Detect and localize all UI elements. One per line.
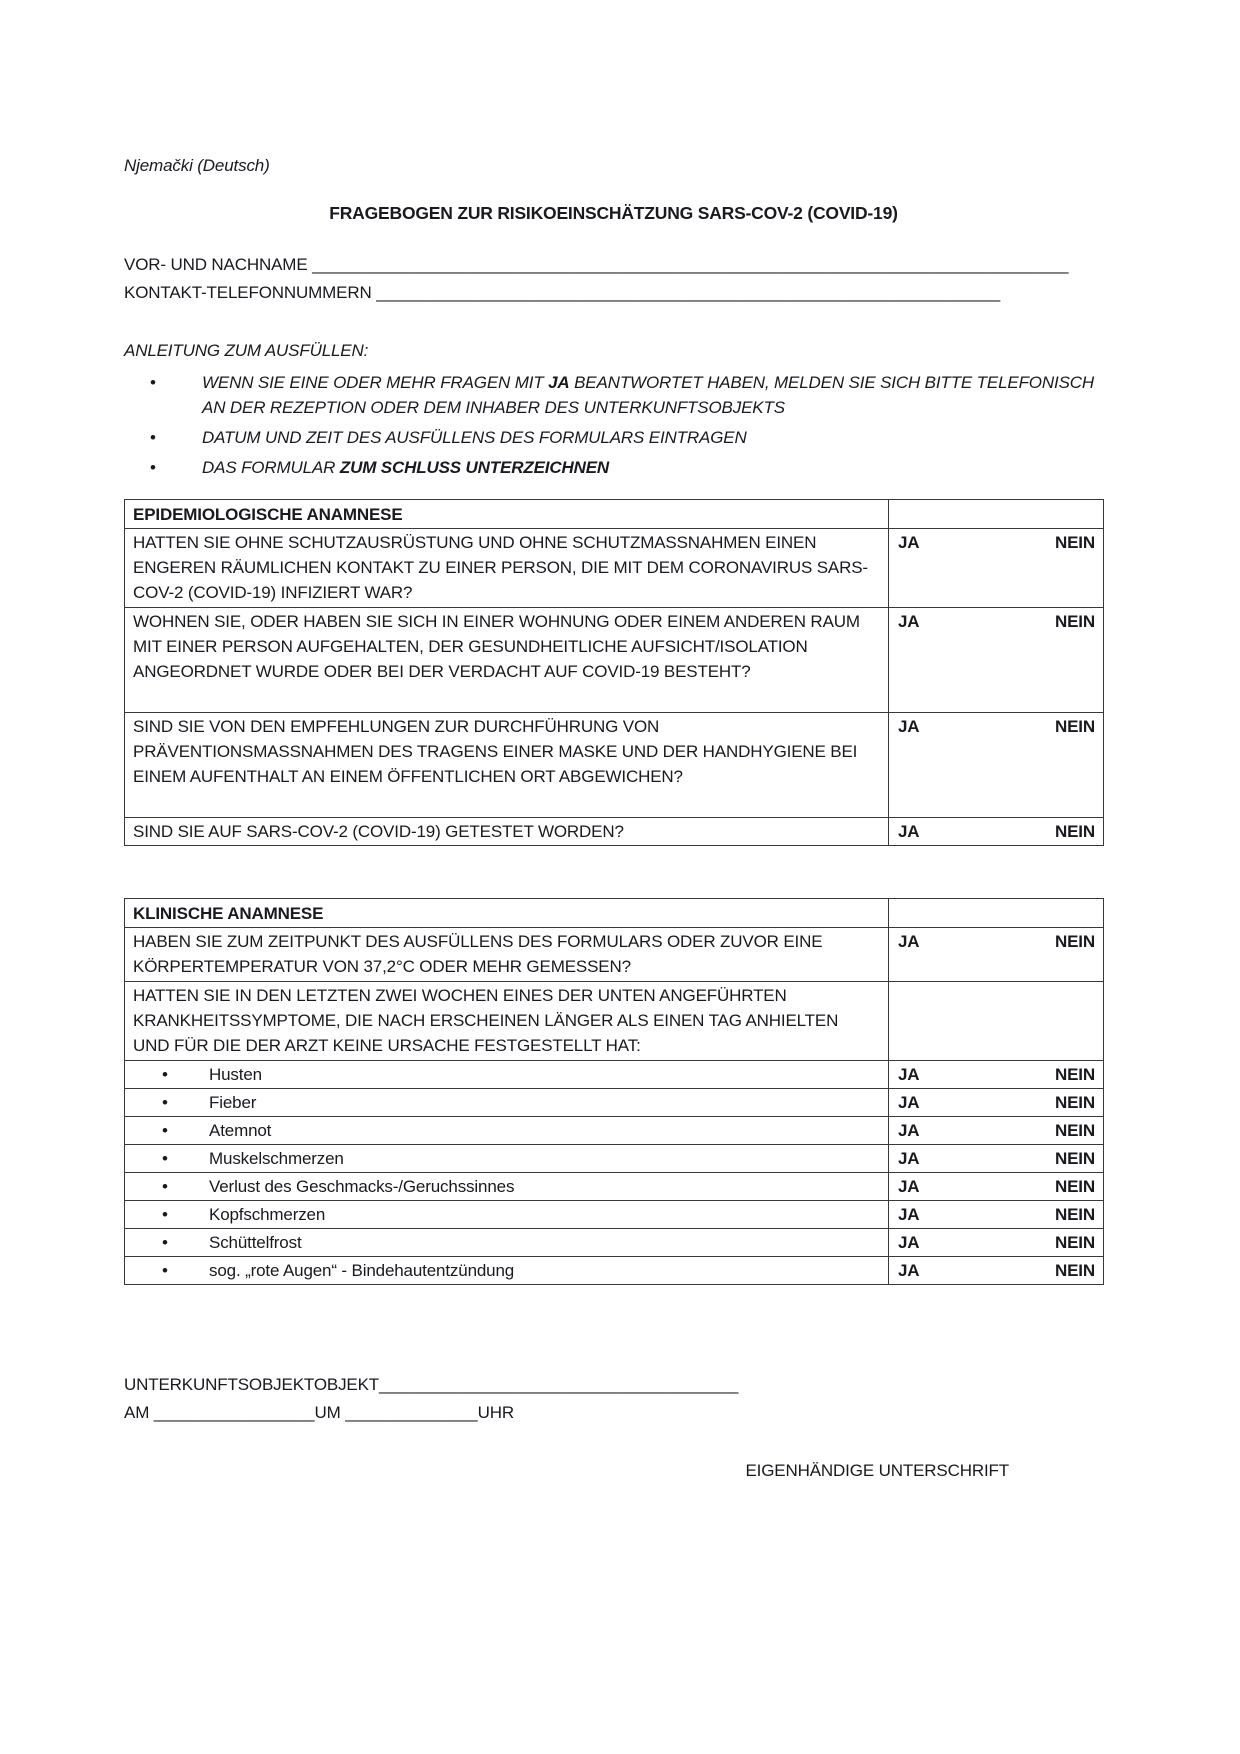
instruction-text-bold: JA	[548, 373, 570, 392]
table-header-row	[125, 500, 1104, 529]
question-text: WOHNEN SIE, ODER HABEN SIE SICH IN EINER WOHNUNG ODER EINEM ANDEREN RAUM MIT EINER PERSON AUFGEHALTEN, DER GESUNDHEITLICHE AUFSICHT/ISOLATION ANGEORDNET WURDE ODER BEI DER VERDACHT AUF COVID-19 BESTEHT?	[125, 608, 889, 713]
answer-cell	[889, 1201, 1104, 1229]
symptom-label: Kopfschmerzen	[209, 1205, 326, 1224]
symptom-row	[125, 1201, 1104, 1229]
symptom-label: Verlust des Geschmacks-/Geruchssinnes	[209, 1177, 515, 1196]
answer-nein[interactable]: NEIN	[1054, 822, 1095, 841]
instruction-item	[150, 425, 1103, 450]
table-row	[125, 608, 1104, 713]
date-time-line	[124, 1399, 1103, 1427]
symptom-row	[125, 1229, 1104, 1257]
answer-ja[interactable]: JA	[898, 612, 920, 631]
answer-nein[interactable]: NEIN	[1054, 1093, 1095, 1112]
answer-cell	[889, 1089, 1104, 1117]
answer-cell	[889, 608, 1104, 713]
symptom-row	[125, 1173, 1104, 1201]
instruction-item	[150, 455, 1103, 480]
answer-cell	[889, 529, 1104, 608]
time-blank-line[interactable]: ______________	[345, 1403, 478, 1422]
answer-nein[interactable]: NEIN	[1054, 1205, 1095, 1224]
instruction-text: WENN SIE EINE ODER MEHR FRAGEN MIT	[202, 373, 549, 392]
symptom-cell	[125, 1201, 889, 1229]
answer-cell	[889, 1257, 1104, 1285]
symptom-row	[125, 1061, 1104, 1089]
answer-ja[interactable]: JA	[898, 1149, 920, 1168]
clinical-table-title: KLINISCHE ANAMNESE	[125, 899, 889, 928]
signature-label: EIGENHÄNDIGE UNTERSCHRIFT	[745, 1461, 1009, 1480]
answer-cell	[889, 1229, 1104, 1257]
symptom-cell	[125, 1173, 889, 1201]
name-label: VOR- UND NACHNAME	[124, 255, 313, 274]
bullet-icon: •	[150, 458, 156, 477]
answer-nein[interactable]: NEIN	[1054, 533, 1095, 552]
bullet-icon: •	[150, 373, 156, 392]
symptom-row	[125, 1145, 1104, 1173]
answer-cell	[889, 1145, 1104, 1173]
instruction-text-bold: ZUM SCHLUSS UNTERZEICHNEN	[339, 458, 610, 477]
answer-cell-empty	[889, 982, 1104, 1061]
answer-nein[interactable]: NEIN	[1054, 1233, 1095, 1252]
answer-nein[interactable]: NEIN	[1054, 1121, 1095, 1140]
answer-ja[interactable]: JA	[898, 717, 920, 736]
answer-nein[interactable]: NEIN	[1054, 1065, 1095, 1084]
answer-nein[interactable]: NEIN	[1054, 612, 1095, 631]
name-blank-line[interactable]: ________________________________________________________________________________	[312, 255, 1069, 274]
symptom-label: sog. „rote Augen“ - Bindehautentzündung	[209, 1261, 515, 1280]
symptom-label: Schüttelfrost	[209, 1233, 302, 1252]
answer-cell	[889, 1173, 1104, 1201]
name-field-line	[124, 251, 1103, 279]
table-row	[125, 928, 1104, 982]
bullet-icon: •	[162, 1065, 168, 1084]
instruction-text: BEANTWORTET HABEN, MELDEN SIE SICH BITTE TELEFONISCH AN DER REZEPTION ODER DEM INHABER DES UNTERKUNFTSOBJEKTS	[202, 373, 1095, 417]
bullet-icon: •	[162, 1177, 168, 1196]
bullet-icon: •	[150, 428, 156, 447]
symptom-row	[125, 1257, 1104, 1285]
symptom-cell	[125, 1117, 889, 1145]
accommodation-blank-line[interactable]: ______________________________________	[379, 1375, 739, 1394]
answer-header-cell	[889, 500, 1104, 529]
symptom-cell	[125, 1257, 889, 1285]
question-text: SIND SIE AUF SARS-COV-2 (COVID-19) GETESTET WORDEN?	[125, 818, 889, 846]
answer-cell	[889, 1117, 1104, 1145]
table-row	[125, 713, 1104, 818]
table-row	[125, 818, 1104, 846]
answer-nein[interactable]: NEIN	[1054, 1177, 1095, 1196]
symptom-label: Fieber	[209, 1093, 257, 1112]
date-blank-line[interactable]: _________________	[153, 1403, 315, 1422]
clinical-table	[124, 898, 1104, 1285]
phone-field-line	[124, 279, 1103, 307]
answer-ja[interactable]: JA	[898, 932, 920, 951]
answer-ja[interactable]: JA	[898, 1121, 920, 1140]
symptom-row	[125, 1117, 1104, 1145]
phone-label: KONTAKT-TELEFONNUMMERN	[124, 283, 377, 302]
bullet-icon: •	[162, 1233, 168, 1252]
answer-nein[interactable]: NEIN	[1054, 1261, 1095, 1280]
answer-ja[interactable]: JA	[898, 1177, 920, 1196]
answer-ja[interactable]: JA	[898, 1205, 920, 1224]
answer-ja[interactable]: JA	[898, 1261, 920, 1280]
answer-ja[interactable]: JA	[898, 1065, 920, 1084]
bullet-icon: •	[162, 1149, 168, 1168]
bullet-icon: •	[162, 1205, 168, 1224]
answer-ja[interactable]: JA	[898, 822, 920, 841]
symptom-cell	[125, 1061, 889, 1089]
symptom-label: Husten	[209, 1065, 262, 1084]
language-label: Njemački (Deutsch)	[124, 156, 270, 175]
table-header-row	[125, 899, 1104, 928]
accommodation-label: UNTERKUNFTSOBJEKTOBJEKT	[124, 1375, 380, 1394]
symptom-cell	[125, 1145, 889, 1173]
symptom-row	[125, 1089, 1104, 1117]
answer-ja[interactable]: JA	[898, 533, 920, 552]
question-text: HATTEN SIE OHNE SCHUTZAUSRÜSTUNG UND OHNE SCHUTZMASSNAHMEN EINEN ENGEREN RÄUMLICHEN KONTAKT ZU EINER PERSON, DIE MIT DEM CORONAVIRUS SARS-COV-2 (COVID-19) INFIZIERT WAR?	[125, 529, 889, 608]
time-label: UM	[314, 1403, 346, 1422]
bullet-icon: •	[162, 1121, 168, 1140]
question-text: HABEN SIE ZUM ZEITPUNKT DES AUSFÜLLENS DES FORMULARS ODER ZUVOR EINE KÖRPERTEMPERATUR VON 37,2°C ODER MEHR GEMESSEN?	[125, 928, 889, 982]
bullet-icon: •	[162, 1261, 168, 1280]
answer-ja[interactable]: JA	[898, 1093, 920, 1112]
instruction-text: DAS FORMULAR	[202, 458, 340, 477]
symptom-label: Atemnot	[209, 1121, 272, 1140]
time-unit-label: UHR	[477, 1403, 514, 1422]
page-title: FRAGEBOGEN ZUR RISIKOEINSCHÄTZUNG SARS-COV-2 (COVID-19)	[329, 203, 898, 223]
epidemiological-table-title: EPIDEMIOLOGISCHE ANAMNESE	[125, 500, 889, 529]
date-label: AM	[124, 1403, 154, 1422]
symptoms-intro-text: HATTEN SIE IN DEN LETZTEN ZWEI WOCHEN EINES DER UNTEN ANGEFÜHRTEN KRANKHEITSSYMPTOME, DIE NACH ERSCHEINEN LÄNGER ALS EINEN TAG ANHIELTEN UND FÜR DIE DER ARZT KEINE URSACHE FESTGESTELLT HAT:	[125, 982, 889, 1061]
accommodation-line	[124, 1371, 1103, 1399]
symptom-cell	[125, 1089, 889, 1117]
instructions-list	[124, 370, 1103, 480]
phone-blank-line[interactable]: __________________________________________________________________	[376, 283, 1001, 302]
answer-header-cell	[889, 899, 1104, 928]
bullet-icon: •	[162, 1093, 168, 1112]
instructions-section	[124, 339, 1103, 480]
instruction-text: DATUM UND ZEIT DES AUSFÜLLENS DES FORMULARS EINTRAGEN	[202, 428, 747, 447]
answer-cell	[889, 1061, 1104, 1089]
answer-cell	[889, 713, 1104, 818]
instruction-item	[150, 370, 1103, 420]
question-text: SIND SIE VON DEN EMPFEHLUNGEN ZUR DURCHFÜHRUNG VON PRÄVENTIONSMASSNAHMEN DES TRAGENS EINER MASKE UND DER HANDHYGIENE BEI EINEM AUFENTHALT AN EINEM ÖFFENTLICHEN ORT ABGEWICHEN?	[125, 713, 889, 818]
answer-ja[interactable]: JA	[898, 1233, 920, 1252]
answer-cell	[889, 818, 1104, 846]
epidemiological-table	[124, 499, 1104, 846]
answer-nein[interactable]: NEIN	[1054, 1149, 1095, 1168]
answer-cell	[889, 928, 1104, 982]
table-row	[125, 982, 1104, 1061]
symptom-label: Muskelschmerzen	[209, 1149, 344, 1168]
answer-nein[interactable]: NEIN	[1054, 717, 1095, 736]
table-row	[125, 529, 1104, 608]
answer-nein[interactable]: NEIN	[1054, 932, 1095, 951]
instructions-heading: ANLEITUNG ZUM AUSFÜLLEN:	[124, 341, 369, 360]
symptom-cell	[125, 1229, 889, 1257]
